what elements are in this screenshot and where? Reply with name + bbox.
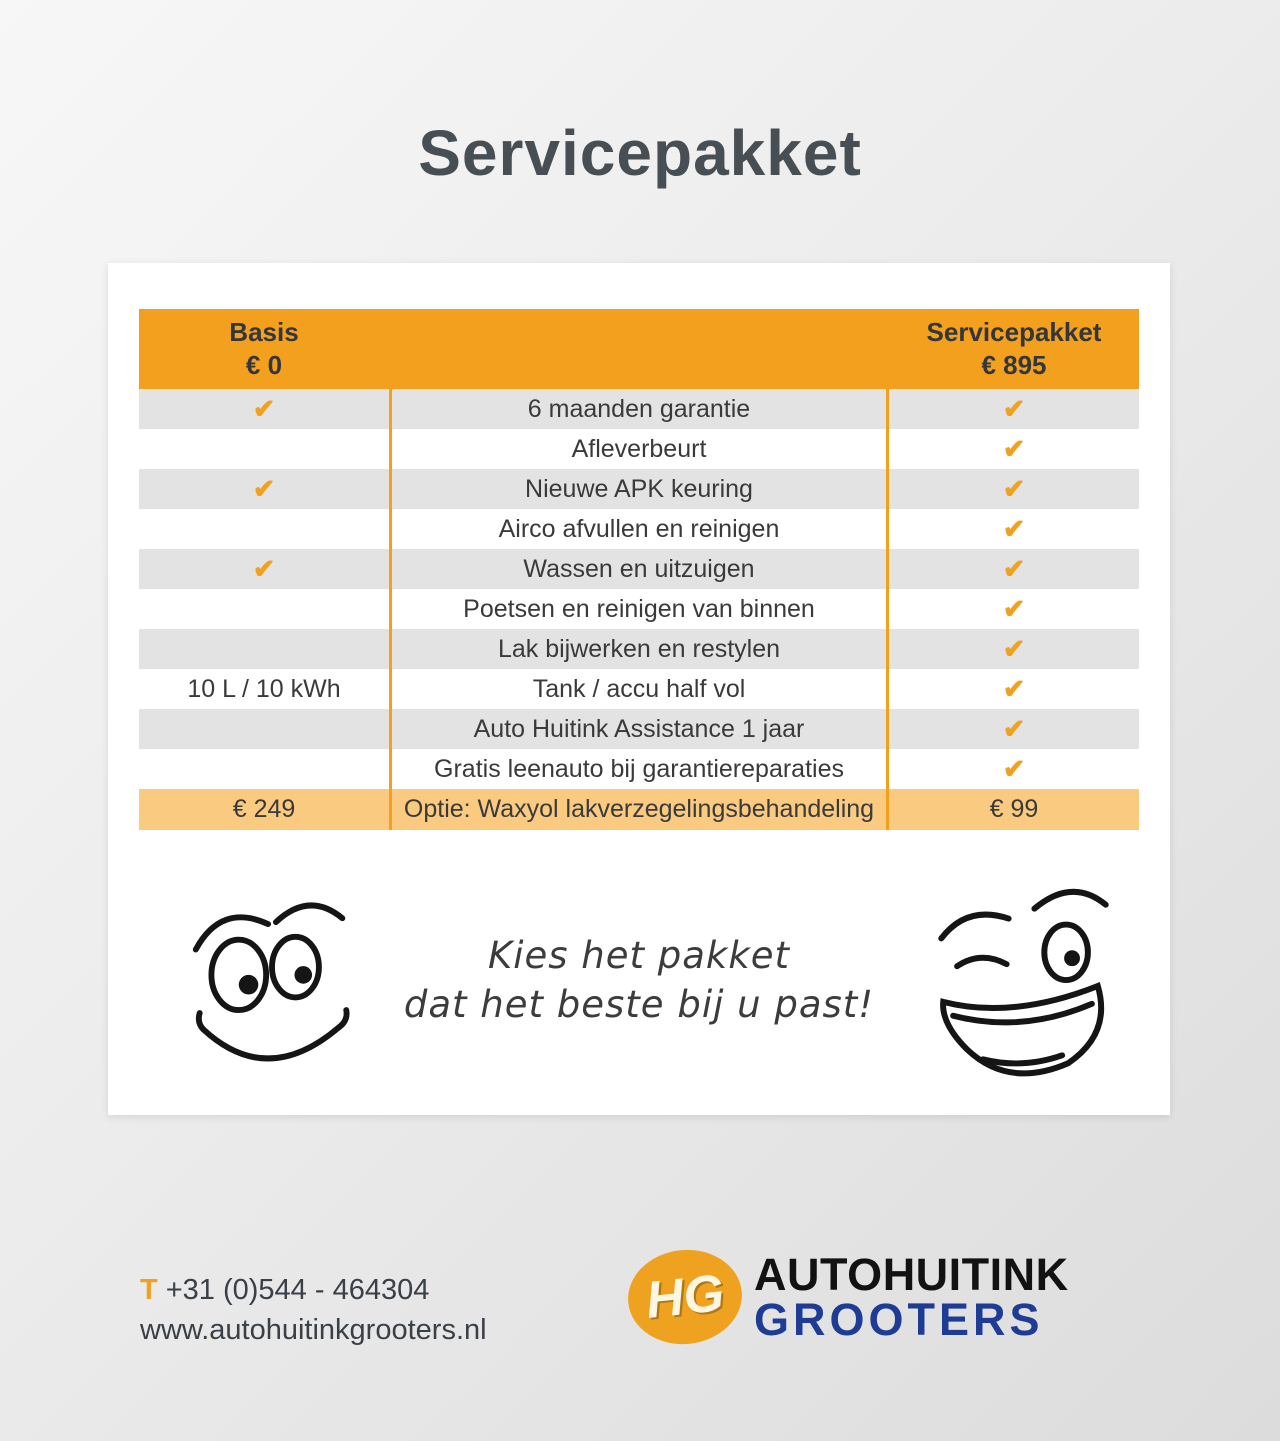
servicepakket-check-icon: ✔: [1002, 393, 1026, 424]
service-item-label: Afleverbeurt: [389, 429, 889, 469]
logo-text: [754, 1248, 1069, 1345]
servicepakket-check-icon: ✔: [1002, 513, 1026, 544]
tagline: [308, 931, 970, 1029]
table-row: [139, 669, 1139, 709]
servicepakket-check-icon: ✔: [1002, 593, 1026, 624]
logo-name-grooters: GROOTERS: [754, 1293, 1044, 1345]
phone-number: +31 (0)544 - 464304: [165, 1274, 430, 1306]
table-header-row: [139, 309, 1139, 389]
basis-value: [139, 429, 389, 469]
basis-value: [139, 589, 389, 629]
option-label: Optie: Waxyol lakverzegelingsbehandeling: [389, 789, 889, 830]
service-item-label: 6 maanden garantie: [389, 389, 889, 429]
basis-title: Basis: [229, 317, 299, 347]
cartoon-face-right-icon: [920, 875, 1125, 1093]
option-servicepakket-price: € 99: [989, 795, 1039, 823]
service-package-card: [108, 263, 1170, 1115]
servicepakket-check-icon: ✔: [1002, 673, 1026, 704]
phone-line: [140, 1270, 487, 1310]
service-item-label: Lak bijwerken en restylen: [389, 629, 889, 669]
table-row: [139, 589, 1139, 629]
basis-value: 10 L / 10 kWh: [187, 674, 341, 703]
page-title: Servicepakket: [418, 117, 862, 189]
basis-check-icon: ✔: [252, 553, 276, 584]
basis-value: [139, 509, 389, 549]
servicepakket-check-icon: ✔: [1002, 753, 1026, 784]
servicepakket-header: [889, 309, 1139, 389]
logo-name-line1: [754, 1248, 1069, 1300]
servicepakket-check-icon: ✔: [1002, 633, 1026, 664]
hg-badge-icon: HG: [623, 1244, 746, 1349]
table-row: [139, 709, 1139, 749]
servicepakket-check-icon: ✔: [1002, 473, 1026, 504]
servicepakket-check-icon: ✔: [1002, 433, 1026, 464]
table-row: [139, 389, 1139, 429]
option-basis-price: € 249: [232, 795, 296, 823]
service-item-label: Auto Huitink Assistance 1 jaar: [389, 709, 889, 749]
logo-name-huitink: HUITINK: [882, 1248, 1069, 1300]
basis-value: [139, 749, 389, 789]
service-item-label: Gratis leenauto bij garantiereparaties: [389, 749, 889, 789]
servicepakket-price: € 895: [981, 350, 1047, 380]
comparison-table: [139, 309, 1139, 830]
basis-header: [139, 309, 389, 389]
basis-value: [139, 629, 389, 669]
tagline-line1: Kies het pakket: [487, 934, 791, 977]
service-item-label: Nieuwe APK keuring: [389, 469, 889, 509]
logo-name-auto: AUTO: [754, 1248, 883, 1300]
basis-value: [139, 709, 389, 749]
servicepakket-title: Servicepakket: [926, 317, 1102, 347]
table-rows: [139, 389, 1139, 789]
servicepakket-check-icon: ✔: [1002, 553, 1026, 584]
basis-price: € 0: [245, 350, 283, 380]
table-row: [139, 469, 1139, 509]
table-row: [139, 549, 1139, 589]
contact-block: [140, 1270, 487, 1350]
service-item-label: Tank / accu half vol: [389, 669, 889, 709]
servicepakket-check-icon: ✔: [1002, 713, 1026, 744]
company-logo: [628, 1250, 1069, 1344]
service-item-label: Poetsen en reinigen van binnen: [389, 589, 889, 629]
tagline-line2: dat het beste bij u past!: [403, 983, 875, 1026]
option-row: [139, 789, 1139, 830]
table-row: [139, 749, 1139, 789]
table-row: [139, 429, 1139, 469]
website-url: www.autohuitinkgrooters.nl: [140, 1314, 487, 1346]
service-item-label: Airco afvullen en reinigen: [389, 509, 889, 549]
basis-check-icon: ✔: [252, 393, 276, 424]
table-row: [139, 509, 1139, 549]
phone-label: T: [140, 1274, 158, 1306]
service-item-label: Wassen en uitzuigen: [389, 549, 889, 589]
table-row: [139, 629, 1139, 669]
header-spacer: [389, 309, 889, 389]
basis-check-icon: ✔: [252, 473, 276, 504]
